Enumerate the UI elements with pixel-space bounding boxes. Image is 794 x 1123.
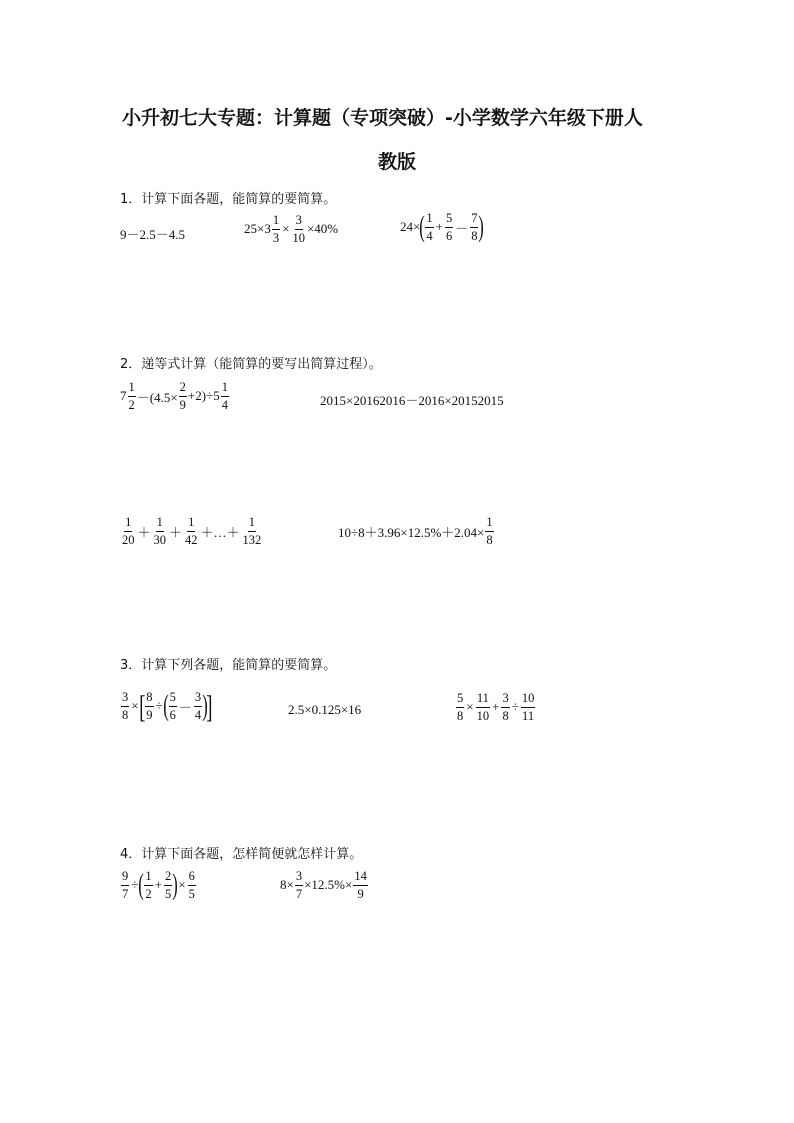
q2-expression-4: 10÷8＋3.96×12.5%＋2.04× $\frac{1}{8}$ [338, 515, 493, 547]
question-4-heading: 4．计算下面各题，怎样简便就怎样计算。 [120, 847, 363, 862]
question-1-heading: 1．计算下面各题，能简算的要简算。 [120, 192, 337, 207]
q2-expression-1: 7 $\frac{1}{2}$ －(4.5× $\frac{2}{9}$ +2)÷5 $\frac{1}{4}$ [120, 380, 228, 412]
fraction: $\frac{1}{2}$ [145, 869, 152, 901]
q2-expression-3: $\frac{1}{20}$ ＋ $\frac{1}{30}$ ＋ $\frac{1}{42}$ ＋…＋ $\frac{1}{132}$ [122, 515, 262, 547]
q1-expression-3: 24× ( $\frac{1}{4}$ + $\frac{5}{6}$ － $\frac{7}{8}$ ) [400, 210, 485, 243]
fraction: $\frac{8}{9}$ [146, 690, 153, 722]
q3-expression-3: $\frac{5}{8}$ × $\frac{11}{10}$ + $\frac{3}{8}$ ÷ $\frac{10}{11}$ [457, 691, 535, 723]
fraction: $\frac{7}{8}$ [471, 211, 478, 243]
fraction: $\frac{3}{7}$ [295, 869, 303, 901]
q3-expression-2: 2.5×0.125×16 [288, 702, 362, 717]
fraction: $\frac{9}{7}$ [122, 869, 129, 901]
fraction: $\frac{3}{4}$ [194, 690, 202, 722]
page-title-line1: 小升初七大专题：计算题（专项突破）-小学数学六年级下册人 [122, 107, 643, 129]
fraction: $\frac{3}{8}$ [122, 690, 129, 722]
q4-expression-1: $\frac{9}{7}$ ÷ ( $\frac{1}{2}$ + $\frac{2}{5}$ ) × $\frac{6}{5}$ [122, 868, 195, 901]
fraction: $\frac{1}{20}$ [122, 515, 135, 547]
fraction: $\frac{1}{8}$ [486, 515, 493, 547]
question-3-heading: 3．计算下列各题，能简算的要简算。 [120, 658, 337, 673]
q3-expression-1: $\frac{3}{8}$ × [ $\frac{8}{9}$ ÷ ( $\frac{5}{6}$ － $\frac{3}{4}$ ) ] [122, 688, 213, 724]
fraction: $\frac{1}{30}$ [153, 515, 167, 547]
fraction: $\frac{5}{8}$ [457, 691, 464, 723]
q2-expression-2: 2015×20162016－2016×20152015 [320, 393, 504, 408]
q4-expression-2: 8× $\frac{3}{7}$ ×12.5%× $\frac{14}{9}$ [280, 869, 367, 901]
fraction: $\frac{2}{5}$ [164, 869, 172, 901]
fraction: $\frac{11}{10}$ [476, 691, 490, 723]
question-2-heading: 2．递等式计算（能简算的要写出简算过程）。 [120, 357, 382, 372]
fraction: $\frac{1}{4}$ [426, 211, 433, 243]
fraction: $\frac{3}{10}$ [292, 213, 305, 245]
fraction: $\frac{5}{6}$ [445, 211, 453, 243]
fraction: $\frac{1}{3}$ [272, 213, 280, 245]
q1-expression-1: 9－2.5－4.5 [120, 227, 186, 242]
fraction: $\frac{10}{11}$ [521, 691, 535, 723]
fraction: $\frac{2}{9}$ [179, 380, 186, 412]
fraction: $\frac{6}{5}$ [188, 869, 195, 901]
fraction: $\frac{1}{132}$ [242, 515, 262, 547]
page-title-line2: 教版 [378, 151, 417, 173]
fraction: $\frac{14}{9}$ [354, 869, 367, 901]
q1-expression-2: 25×3 $\frac{1}{3}$ × $\frac{3}{10}$ ×40% [244, 213, 339, 245]
fraction: $\frac{1}{2}$ [128, 380, 135, 412]
fraction: $\frac{3}{8}$ [502, 691, 509, 723]
fraction: $\frac{1}{42}$ [185, 515, 198, 547]
fraction: $\frac{1}{4}$ [221, 380, 228, 412]
fraction: $\frac{5}{6}$ [169, 690, 176, 722]
